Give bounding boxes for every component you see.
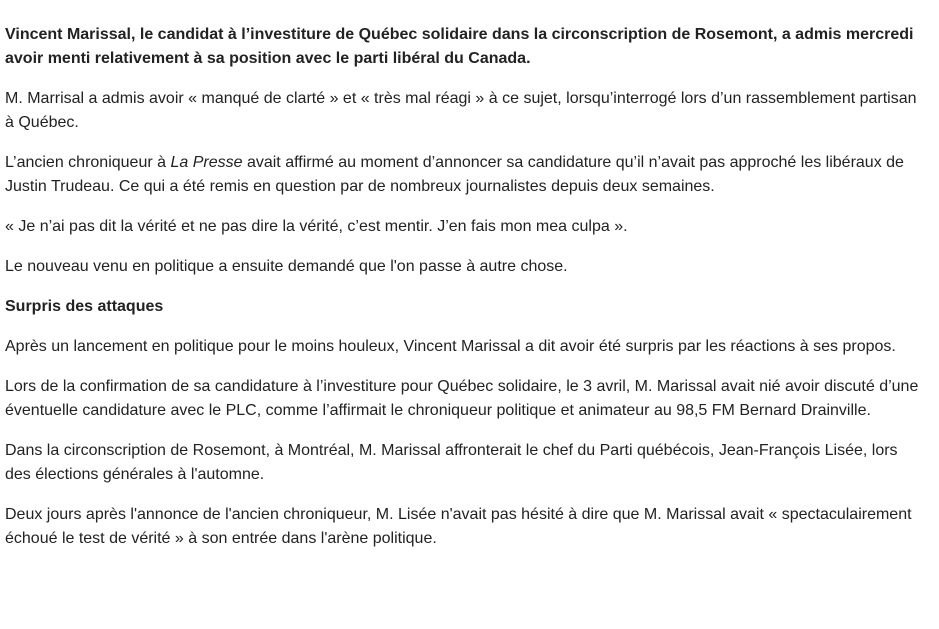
paragraph-2-text-after: avait affirmé au moment d’annoncer sa candidature qu’il n’avait pas approché les libéraux de Justin Trudeau. Ce qui a été remis en question par de nombreux journalistes depuis deux semaines. [5, 154, 904, 195]
article-paragraph-5: Après un lancement en politique pour le moins houleux, Vincent Marissal a dit avoir été surpris par les réactions à ses propos. [5, 338, 896, 355]
article-paragraph-7: Dans la circonscription de Rosemont, à Montréal, M. Marissal affronterait le chef du Parti québécois, Jean-François Lisée, lors des élections générales à l'automne. [5, 442, 898, 483]
article-paragraph-2 [5, 151, 925, 199]
article-paragraph-8: Deux jours après l'annonce de l'ancien chroniqueur, M. Lisée n'avait pas hésité à dire que M. Marissal avait « spectaculairement échoué le test de vérité » à son entrée dans l'arène politique. [5, 506, 912, 547]
section-subheading: Surpris des attaques [5, 298, 164, 315]
article-paragraph-4: Le nouveau venu en politique a ensuite demandé que l'on passe à autre chose. [5, 258, 568, 275]
article-body [5, 23, 925, 567]
paragraph-2-text-before: L’ancien chroniqueur à [5, 154, 171, 171]
article-paragraph-6: Lors de la confirmation de sa candidature à l’investiture pour Québec solidaire, le 3 avril, M. Marissal avait nié avoir discuté d’une éventuelle candidature avec le PLC, comme l’affirmait le chroniqueur politique et animateur au 98,5 FM Bernard Drainville. [5, 378, 919, 419]
article-paragraph-1: M. Marrisal a admis avoir « manqué de clarté » et « très mal réagi » à ce sujet, lorsqu’interrogé lors d’un rassemblement partisan à Québec. [5, 90, 917, 131]
article-lead: Vincent Marissal, le candidat à l’investiture de Québec solidaire dans la circonscription de Rosemont, a admis mercredi avoir menti relativement à sa position avec le parti libéral du Canada. [5, 26, 914, 67]
article-quote: « Je n’ai pas dit la vérité et ne pas dire la vérité, c’est mentir. J’en fais mon mea culpa ». [5, 218, 628, 235]
publication-name: La Presse [170, 154, 243, 171]
